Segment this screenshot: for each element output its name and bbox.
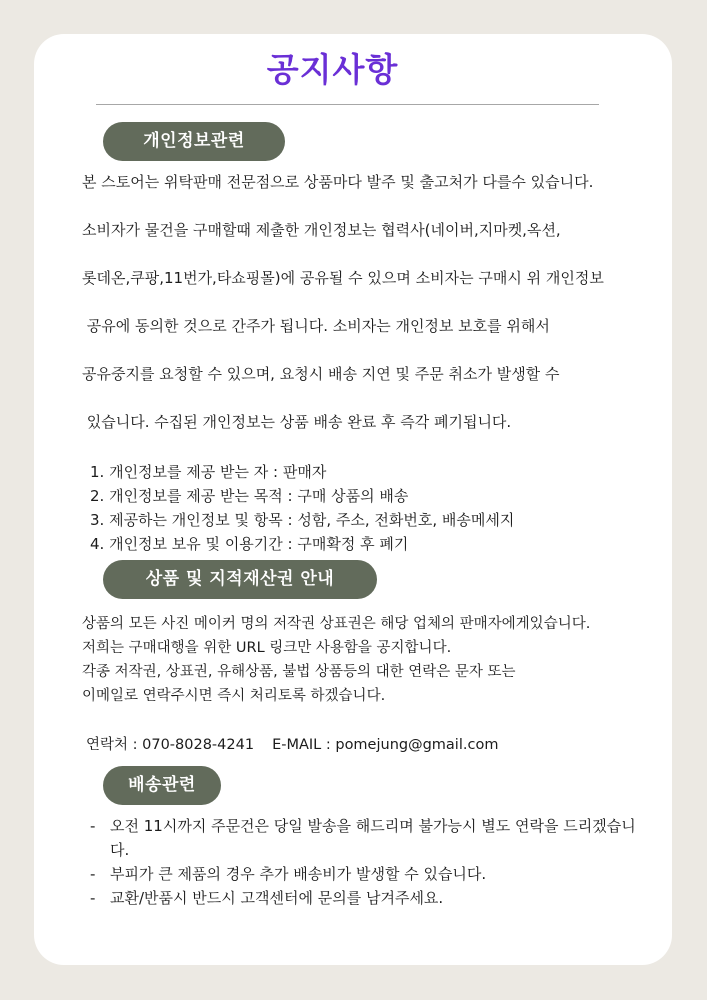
privacy-paragraph-line: 공유중지를 요청할 수 있으며, 요청시 배송 지연 및 주문 취소가 발생할 수 xyxy=(82,365,560,383)
delivery-list xyxy=(90,814,650,910)
ip-line: 저희는 구매대행을 위한 URL 링크만 사용함을 공지합니다. xyxy=(82,640,452,656)
dash-marker: - xyxy=(90,865,96,883)
delivery-item-text: 오전 11시까지 주문건은 당일 발송을 해드리며 불가능시 별도 연락을 드리겠습니다. xyxy=(110,817,636,859)
title-divider xyxy=(96,104,599,105)
list-item: 2. 개인정보를 제공 받는 목적 : 구매 상품의 배송 xyxy=(90,487,409,505)
dash-marker: - xyxy=(90,817,96,835)
privacy-paragraph-line: 공유에 동의한 것으로 간주가 됩니다. 소비자는 개인정보 보호를 위해서 xyxy=(82,317,550,335)
list-item: 1. 개인정보를 제공 받는 자 : 판매자 xyxy=(90,463,327,481)
ip-line: 각종 저작권, 상표권, 유해상품, 불법 상품등의 대한 연락은 문자 또는 xyxy=(82,664,516,680)
dash-marker: - xyxy=(90,889,96,907)
privacy-paragraph-line: 롯데온,쿠팡,11번가,타쇼핑몰)에 공유될 수 있으며 소비자는 구매시 위 개인정보 xyxy=(82,269,604,287)
contact-email: E-MAIL : pomejung@gmail.com xyxy=(272,737,499,753)
page-title: 공지사항 xyxy=(266,50,399,89)
contact-phone: 연락처 : 070-8028-4241 xyxy=(86,737,255,753)
delivery-item-text: 부피가 큰 제품의 경우 추가 배송비가 발생할 수 있습니다. xyxy=(110,865,487,883)
privacy-paragraph-line: 소비자가 물건을 구매할때 제출한 개인정보는 협력사(네이버,지마켓,옥션, xyxy=(82,221,561,239)
list-item: 4. 개인정보 보유 및 이용기간 : 구매확정 후 폐기 xyxy=(90,535,409,553)
privacy-paragraph-line: 있습니다. 수집된 개인정보는 상품 배송 완료 후 즉각 폐기됩니다. xyxy=(82,413,512,431)
delivery-item-text: 교환/반품시 반드시 고객센터에 문의를 남겨주세요. xyxy=(110,889,444,907)
delivery-heading: 배송관련 xyxy=(103,766,221,805)
ip-line: 이메일로 연락주시면 즉시 처리토록 하겠습니다. xyxy=(82,688,386,704)
privacy-list xyxy=(90,460,514,556)
ip-heading: 상품 및 지적재산권 안내 xyxy=(103,560,377,599)
ip-line: 상품의 모든 사진 메이커 명의 저작권 상표권은 해당 업체의 판매자에게있습니다. xyxy=(82,616,591,632)
list-item: 3. 제공하는 개인정보 및 항목 : 성함, 주소, 전화번호, 배송메세지 xyxy=(90,511,515,529)
list-item xyxy=(90,862,650,886)
privacy-heading: 개인정보관련 xyxy=(103,122,285,161)
contact-info xyxy=(86,733,498,754)
privacy-paragraph-line: 본 스토어는 위탁판매 전문점으로 상품마다 발주 및 출고처가 다를수 있습니다. xyxy=(82,173,594,191)
list-item xyxy=(90,814,650,862)
list-item xyxy=(90,886,650,910)
